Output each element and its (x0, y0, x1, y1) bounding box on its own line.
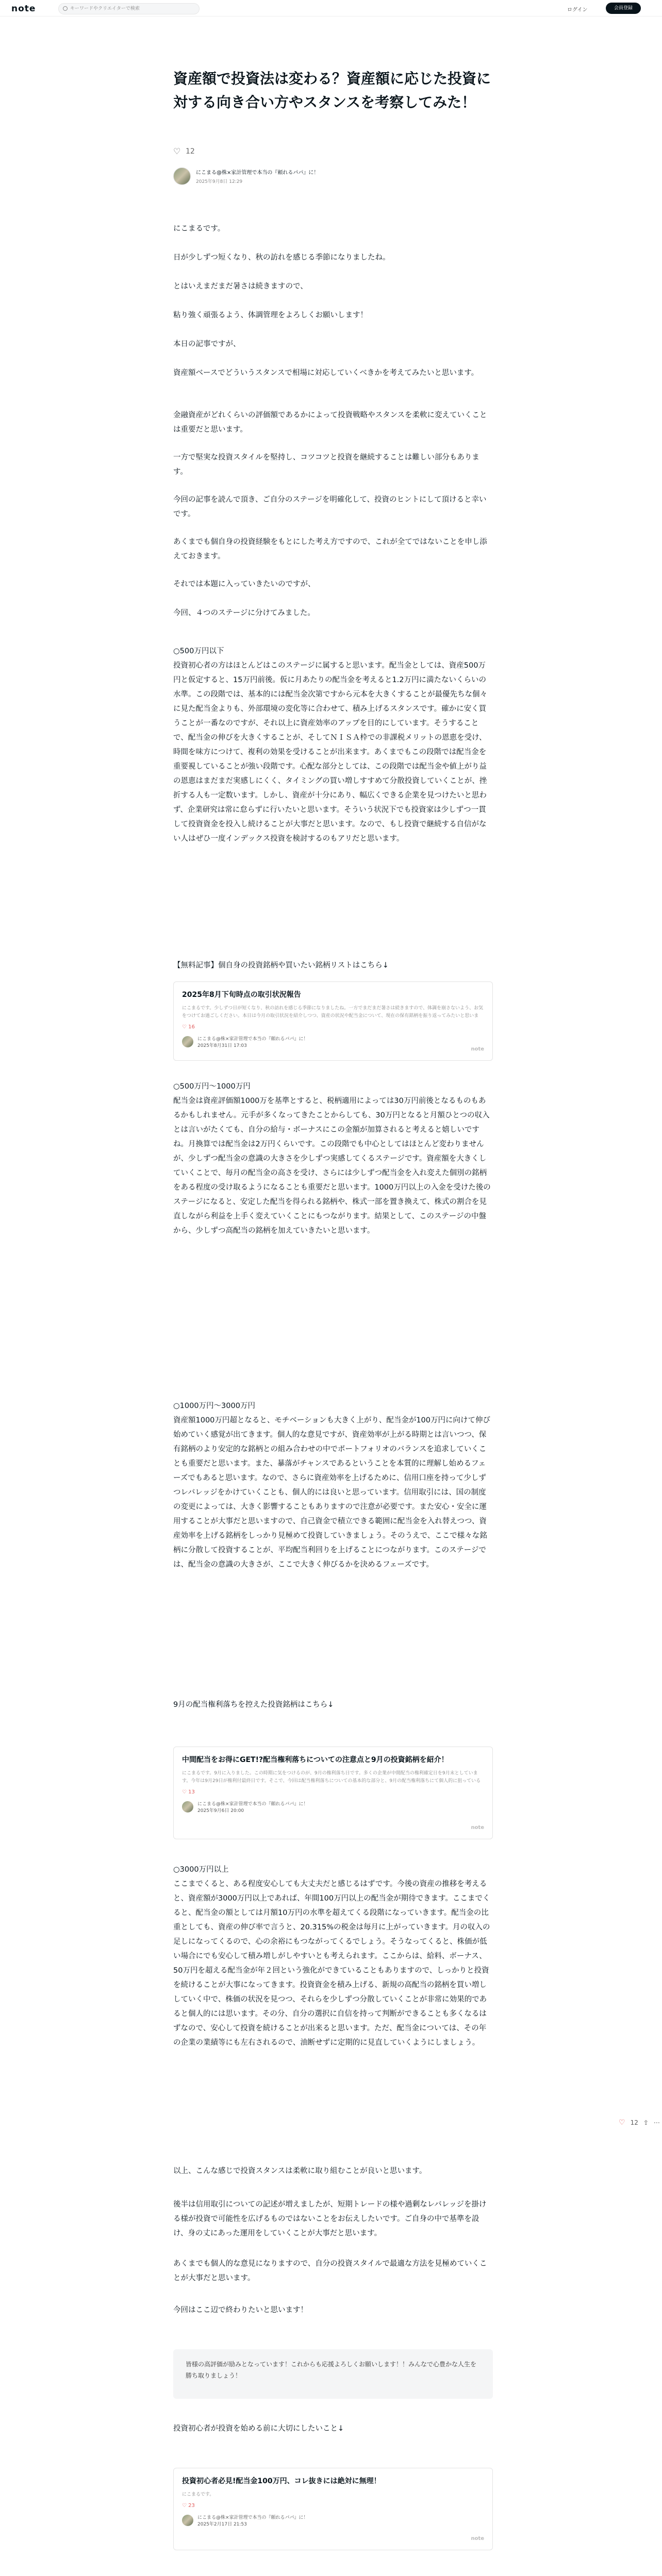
paragraph: 一方で堅実な投資スタイルを堅持し、コツコツと投資を継続することは難しい部分もあります。 (173, 453, 479, 476)
card-like-count: ♡ 23 (182, 2503, 195, 2509)
section-body: 投資初心者の方はほとんどはこのステージに属すると思います。配当金としては、資産500万円と仮定すると、15万円前後。仮に月あたりの配当金を考えると1.2万円に満たないくらいの水準。この段階では、基本的には配当金次第ですから元本を大きくすることが最優先ちな個々に見た配当金よりも、外部環境の変化等に合わせて、積み上げるスタンスです。確かに安く買うことが一番なのですが、それ以上に資産効率のアップを目的にしています。そうすることで、配当金の伸びを大きくすることが、そしてＮＩＳＡ枠での非課税メリットの恩恵を受け、時間を味方につけて、複利の効果を受けることが出来ます。あくまでもこの段階では配当金を重要視していることが強い段階です。心配な部分としては、この段階では配当金や値上がり益の恩恵はまだまだ実感しにくく、タイミングの買い増しすすめて分散投資していくことが、挫折する人も一定数います。しかし、資産が十分にあり、幅広くできる企業を見つけたいと思わず、企業研究は常に怠らずに行いたいと思います。そういう状況下でも投資家は少しずつ一貫して投資資金を投入し続けることが大事だと思います。なので、もし投資で継続する自信がない人はぜひ一度インデックス投資を検討するのもアリだと思います。 (173, 662, 487, 843)
card-like-value: 16 (188, 1024, 195, 1030)
link-label: 9月の配当権利落ちを控えた投資銘柄はこちら↓ (173, 1701, 334, 1709)
card-date: 2025年8月31日 17:03 (197, 1043, 247, 1048)
side-like-count: 12 (630, 2119, 638, 2126)
paragraph: 粘り強く頑張るよう、体調管理をよろしくお願いします！ (173, 311, 368, 319)
side-like-row[interactable] (619, 2119, 660, 2127)
more-icon[interactable]: ⋯ (653, 2119, 660, 2126)
search-input[interactable] (58, 3, 200, 14)
card-like-count: ♡ 13 (182, 1789, 195, 1795)
avatar (182, 2515, 193, 2526)
section-heading: ○1000万円〜3000万円 (173, 1402, 255, 1410)
post-date: 2025年9月8日 12:29 (196, 179, 243, 184)
card-like-value: 23 (188, 2503, 195, 2509)
heart-icon[interactable]: ♡ (173, 146, 181, 156)
note-logo[interactable]: note (11, 4, 36, 14)
card-like-count: ♡ 16 (182, 1024, 195, 1030)
card-excerpt: にこまるです。 (182, 2492, 214, 2497)
section-body: 資産額1000万円超となると、モチベーションも大きく上がり、配当金が100万円に向けて伸び始めていく感覚が出てきます。個人的な意見ですが、資産効率が上がる時期とは言いつつ、保有銘柄のより安定的な銘柄との組み合わせの中でポートフォリオのバランスを追求していくことも重要だと思います。また、暴落がチャンスであるということを本質的に理解し始めるフェーズでもあると思います。なので、さらに資産効率を上げるために、信用口座を持って少しずつレバレッジをかけていくことも、個人的には良いと思っています。信用取引には、国の制度の変更によっては、大きく影響することもありますので注意が必要です。また安心・安全に運用することが大事だと思いますので、自己資金で積立できる範囲に配当金を入れ替えつつ、資産効率を上げる銘柄をしっかり見極めて投資していきましょう。そのうえで、ここで様々な銘柄に分散して投資することが、平均配当利回りを上げることにつながります。このステージでは、配当金の意識の大きさが、ここで大きく伸びるかを決めるフェーズです。 (173, 1416, 490, 1569)
heart-icon[interactable]: ♡ (619, 2119, 625, 2127)
card-date: 2025年2月17日 21:53 (197, 2522, 247, 2527)
card-author-name: にこまる@株×家計管理で本当の『頼れるパパ』に！ (197, 1802, 308, 1807)
side-actions (619, 2119, 660, 2127)
note-logo: note (471, 1046, 484, 1052)
card-title[interactable]: 投資初心者必見!配当金100万円、コレ抜きには絶対に無理！ (182, 2477, 381, 2485)
paragraph: 以上、こんな感じで投資スタンスは柔軟に取り組むことが良いと思います。 (173, 2167, 427, 2175)
section-heading: ○500万円〜1000万円 (173, 1082, 251, 1091)
note-logo: note (471, 2536, 484, 2541)
paragraph: とはいえまだまだ暑さは続きますので、 (173, 282, 308, 291)
author-name[interactable]: にこまる@株×家計管理で本当の『頼れるパパ』に！ (196, 170, 319, 176)
paragraph: 今回はここ辺で終わりたいと思います！ (173, 2306, 308, 2314)
paragraph: 日が少しずつ短くなり、秋の訪れを感じる季節になりましたね。 (173, 253, 390, 262)
link-label: 投資初心者が投資を始める前に大切にしたいこと↓ (173, 2425, 344, 2433)
embed-card[interactable] (173, 2468, 493, 2550)
paragraph: それでは本題に入っていきたいのですが、 (173, 580, 316, 588)
top-header (0, 0, 662, 16)
share-icon[interactable]: ⇪ (643, 2119, 649, 2126)
section-heading: ○500万円以下 (173, 647, 224, 655)
like-count-top[interactable] (173, 147, 195, 156)
embed-card[interactable] (173, 981, 493, 1061)
avatar[interactable] (173, 167, 191, 185)
paragraph: 金融資産がどれくらいの評価額であるかによって投資戦略やスタンスを柔軟に変えていくことは重要だと思います。 (173, 411, 487, 434)
embed-card[interactable] (173, 1747, 493, 1839)
section-heading: ○3000万円以上 (173, 1866, 229, 1874)
paragraph: あくまでも個人的な意見になりますので、自分の投資スタイルで最適な方法を見極めていくことが大事だと思います。 (173, 2260, 487, 2282)
card-author (182, 2514, 484, 2527)
avatar (182, 1036, 193, 1047)
paragraph: 今回、４つのステージに分けてみました。 (173, 609, 315, 617)
card-title[interactable]: 2025年8月下旬時点の取引状況報告 (182, 991, 301, 999)
card-author (182, 1800, 484, 1814)
login-link[interactable]: ログイン (567, 7, 588, 13)
author-row[interactable] (173, 166, 319, 187)
card-excerpt: にこまるです。9月に入りました。この時期に気をつけるのが、9月の権利落ち日です。多くの企業が中間配当の権利確定日を9月末としています。今年は9月29日が権利付最終日です。そこで、今回は配当権利落ちについての基本的な部分と、9月の配当権利落ちにて個人的に狙っている (182, 1771, 481, 1784)
paragraph: 本日の記事ですが、 (173, 340, 241, 348)
card-author-name: にこまる@株×家計管理で本当の『頼れるパパ』に！ (197, 1037, 308, 1042)
search-icon (63, 6, 68, 11)
card-title[interactable]: 中間配当をお得にGET!?配当権利落ちについての注意点と9月の投資銘柄を紹介！ (182, 1756, 449, 1764)
card-author-name: にこまる@株×家計管理で本当の『頼れるパパ』に！ (197, 2515, 308, 2520)
section-body: 配当金は資産評価額1000万を基準とすると、税柄適用によっては30万円前後となるものもあるかもしれません。元手が多くなってきたことからしても、30万円となると月額ひとつの収入とは言いがたくても、自分の給与・ボーナスにこの金額が加算されると考えると嬉しいですね。月換算では配当金は2万円くらいです。この段階でも中心としてはほとんど変わりませんが、少しずつ配当金の意識の大きさを少しずつ実感してくるステージです。資産額を大きくしていくことで、毎月の配当金の高さを受け、さらには少しずつ配当金を入れ変えた個別の銘柄をある程度の受け取るようになることも重要だと思います。1000万円以上の入金を受けた後のステージになると、安定した配当を得られる銘柄や、株式一部を置き換えて、株式の割合を見直しながら利益を上手く変えていくことにもつながります。結果として、このステージの中盤から、少しずつ高配当の銘柄を加えていきたいと思います。 (173, 1097, 491, 1235)
like-count: 12 (186, 147, 195, 156)
search-placeholder: キーワードやクリエイターで検索 (70, 6, 140, 11)
card-date: 2025年9月6日 20:00 (197, 1808, 244, 1814)
card-excerpt: にこまるです。少しずつ日が短くなり、秋の訪れを感じる季節になりましたね。一方でまだまだ暑さは続きますので、体調を崩さないよう、お気をつけてお過ごしください。本日は今月の取引状況を紹介しつつ、資産の状況や配当金について、現在の保有銘柄を振り返ってみたいと思いま (182, 1006, 484, 1019)
paragraph: 後半は信用取引についての記述が増えましたが、短期トレードの様や過剰なレバレッジを掛ける様が投資で可能性を広げるものではないことをお伝えしたいです。ご自身の中で基準を設け、身の丈にあった運用をしていくことが大事だと思います。 (173, 2200, 487, 2238)
section-body: ここまでくると、ある程度安心しても大丈夫だと感じるはずです。今後の資産の推移を考えると、資産額が3000万円以上であれば、年間100万円以上の配当金が期待できます。ここまでくると、配当金の額としては月額10万円の水準を超えてくる段階になっていきます。配当金の比重としても、資産の伸び率で言うと、20.315%の税金は毎月に上がっていきます。月の収入の足しになってくるので、心の余裕にもつながってくるでしょう。そうなってくると、株価が低い場合にでも安心して積み増しがしやすいとも考えられます。ここからは、給料、ボーナス、50万円を超える配当金が年２回という強化ができていることもありますので、しっかりと投資を続けることが大事になってきます。投資資金を積み上げる、新規の高配当の銘柄を買い増ししていく中で、株価の状況を見つつ、それらを少しずつ分散していくことが非常に効果的であると個人的には思います。その分、自分の選択に自信を持って判断ができることも多くなるはずなので、安心して投資を続けることが出来ると思います。ただ、配当金については、その年の企業の業績等にも左右されるので、油断せずに定期的に見直していくようにしましょう。 (173, 1880, 490, 2047)
register-button[interactable]: 会員登録 (606, 3, 641, 14)
card-like-value: 13 (188, 1789, 195, 1795)
link-label: 【無料記事】個自身の投資銘柄や買いたい銘柄リストはこちら↓ (173, 961, 389, 970)
quote-block: 皆様の高評価が励みとなっています！これからも応援よろしくお願いします！！みんなで心豊かな人生を勝ち取りましょう！ (173, 2349, 493, 2399)
avatar (182, 1801, 193, 1812)
note-logo: note (471, 1825, 484, 1831)
paragraph: 資産額ベースでどういうスタンスで相場に対応していくべきかを考えてみたいと思います。 (173, 369, 479, 377)
paragraph: にこまるです。 (173, 225, 225, 233)
card-author (182, 1035, 484, 1048)
paragraph: あくまでも個自身の投資経験をもとにした考え方ですので、これが全てではないことを申し添えておきます。 (173, 538, 487, 561)
paragraph: 今回の記事を読んで頂き、ご自分のステージを明確化して、投資のヒントにして頂けると幸いです。 (173, 496, 487, 518)
article-title: 資産額で投資法は変わる？資産額に応じた投資に対する向き合い方やスタンスを考察してみた！ (173, 70, 491, 111)
